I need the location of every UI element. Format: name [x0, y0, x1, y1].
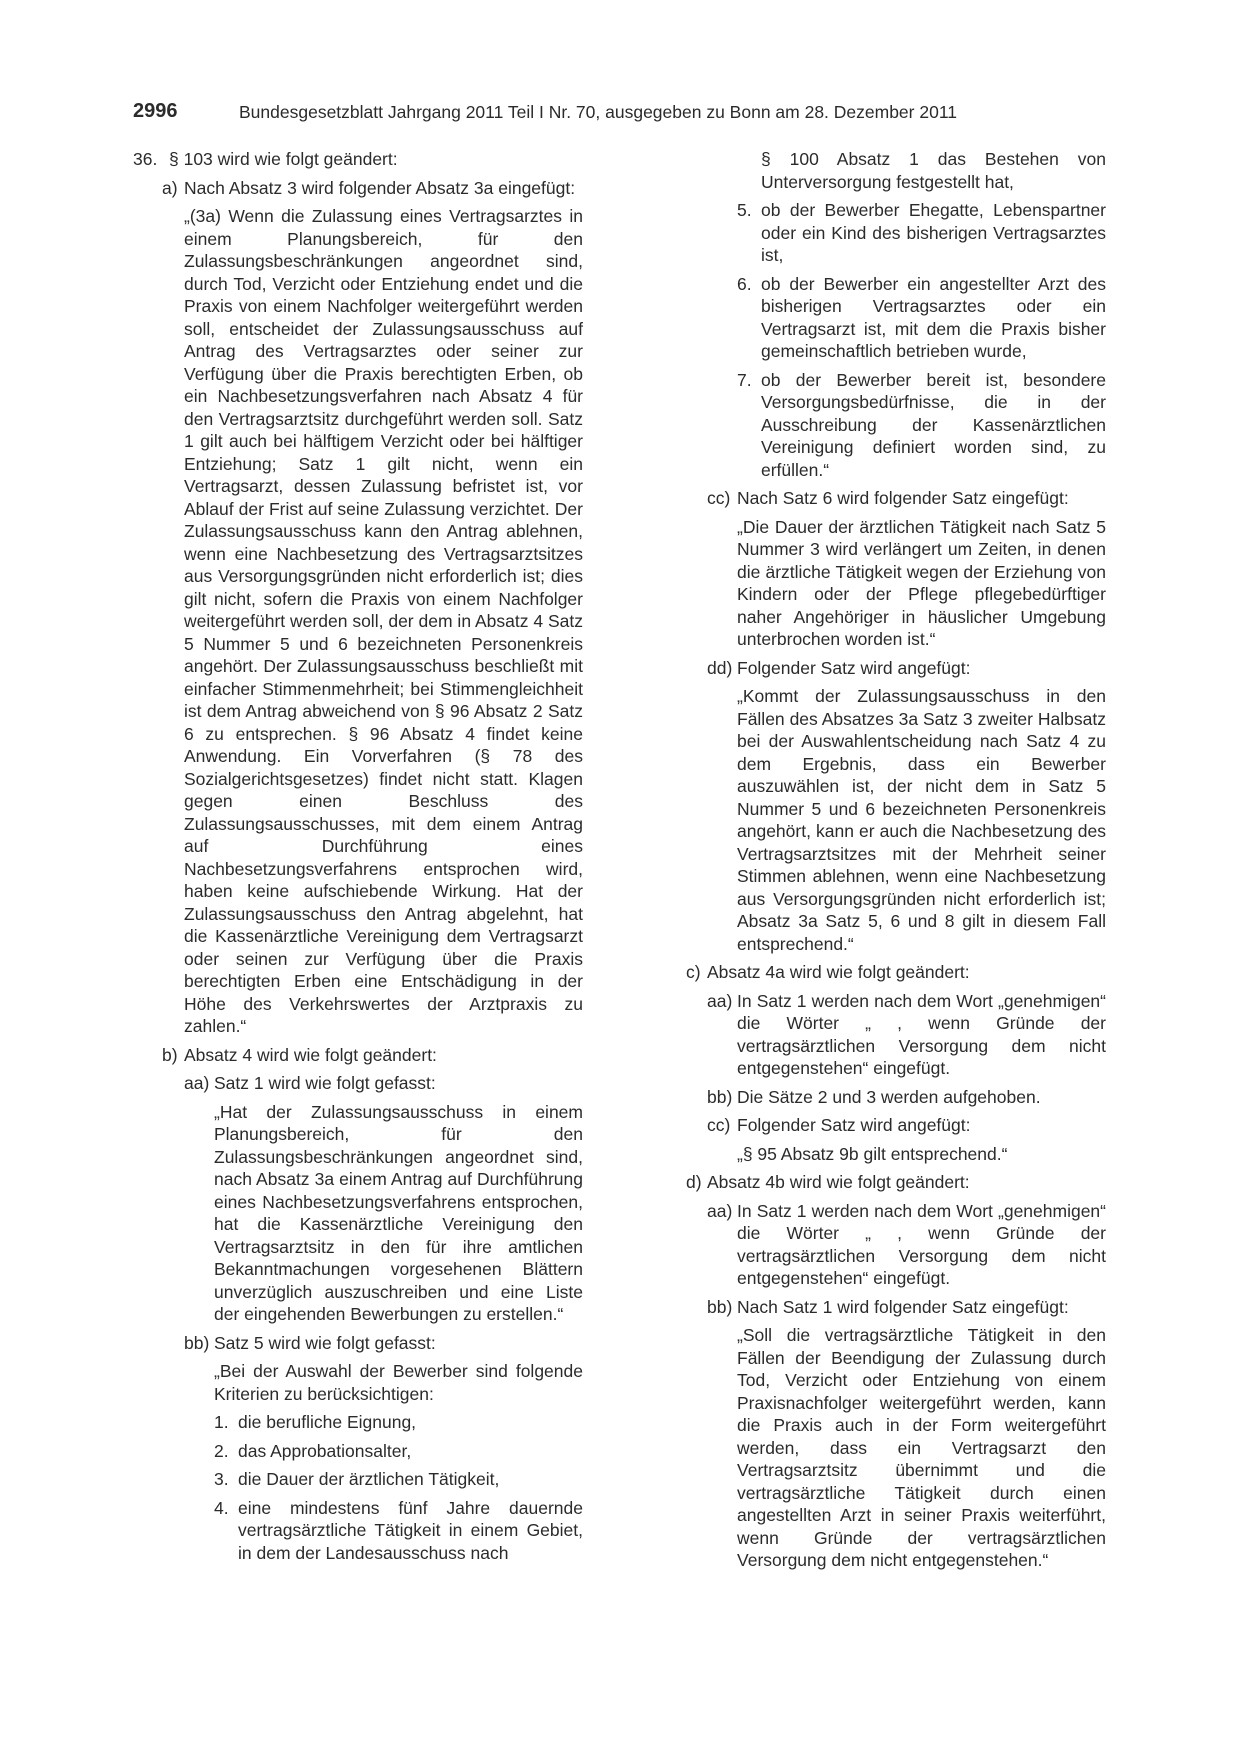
item-c-bb-label: bb): [707, 1086, 733, 1107]
item-c-aa: [707, 990, 1106, 1080]
item-b-aa: [184, 1072, 613, 1095]
criterion-6-text: ob der Bewerber ein angestellter Arzt des bisherigen Vertragsarztes oder ein Vertragsarzt ist, mit dem die Praxis bisher gemeinschaftlich betrieben wurde,: [761, 273, 1106, 361]
item-b-bb-label: bb): [184, 1332, 210, 1353]
item-d-bb-quote: „Soll die vertragsärztliche Tätigkeit in den Fällen der Beendigung der Zulassung durch Tod, Verzicht oder Entziehung von einem Praxisnachfolger weitergeführt werden, kann die Praxis auch in der Form weitergeführt werden, dass ein Vertragsarzt den Vertragsarztsitz übernimmt und die vertragsärztliche Tätigkeit durch einen angestellten Arzt in seiner Praxis weiterführt, wenn Gründe der vertragsärztlichen Versorgung dem nicht entgegenstehen.“: [737, 1325, 1106, 1570]
item-b-aa-quote: „Hat der Zulassungsausschuss in einem Planungsbereich, für den Zulassungsbeschränkungen angeordnet sind, nach Absatz 3a einem Antrag auf Durchführung eines Nachbesetzungsverfahrens entsprochen, hat die Kassenärztliche Vereinigung den Vertragsarztsitz in den für ihre amtlichen Bekanntmachungen vorgesehenen Blättern unverzüglich auszuschreiben und eine Liste der eingehenden Bewerbungen zu erstellen.“: [214, 1101, 583, 1324]
left-column: [133, 148, 613, 1570]
item-c: [686, 961, 1106, 984]
item-b-dd: [707, 657, 1106, 680]
criterion-3-label: 3.: [214, 1469, 229, 1489]
criterion-7-label: 7.: [737, 369, 752, 390]
item-b-bb-text: Satz 5 wird wie folgt gefasst:: [214, 1332, 436, 1353]
item-c-aa-text: In Satz 1 werden nach dem Wort „genehmigen“ die Wörter „ , wenn Gründe der vertragsärztlichen Versorgung dem nicht entgegenstehen“ eingefügt.: [737, 990, 1106, 1078]
item-c-cc-text: Folgender Satz wird angefügt:: [737, 1115, 971, 1135]
criterion-3-text: die Dauer der ärztlichen Tätigkeit,: [238, 1469, 500, 1489]
item-b: [162, 1044, 613, 1067]
item-b-bb: [184, 1332, 613, 1355]
item-c-aa-label: aa): [707, 990, 733, 1011]
item-d-bb-label: bb): [707, 1296, 733, 1317]
item-36-text: § 103 wird wie folgt geändert:: [169, 149, 398, 169]
criterion-4-text: eine mindestens fünf Jahre dauernde vertragsärztliche Tätigkeit in einem Gebiet, in dem der Landesausschuss nach: [238, 1497, 583, 1563]
item-c-bb-text: Die Sätze 2 und 3 werden aufgehoben.: [737, 1086, 1041, 1107]
item-d: [686, 1171, 1106, 1194]
criterion-2: [214, 1440, 583, 1463]
item-b-dd-label: dd): [707, 657, 733, 678]
running-head: Bundesgesetzblatt Jahrgang 2011 Teil I Nr. 70, ausgegeben zu Bonn am 28. Dezember 2011: [239, 102, 957, 122]
item-c-bb: [707, 1086, 1106, 1109]
item-d-text: Absatz 4b wird wie folgt geändert:: [707, 1172, 970, 1192]
item-b-cc-quote: „Die Dauer der ärztlichen Tätigkeit nach Satz 5 Nummer 3 wird verlängert um Zeiten, in denen die ärztliche Tätigkeit wegen der Erziehung von Kindern oder der Pflege pflegebedürftiger naher Angehöriger in häuslicher Umgebung unterbrochen worden ist.“: [737, 516, 1106, 649]
item-b-dd-quote: „Kommt der Zulassungsausschuss in den Fällen des Absatzes 3a Satz 3 zweiter Halbsatz bei der Auswahlentscheidung nach Satz 4 zu dem Ergebnis, dass ein Bewerber auszuwählen ist, der nicht dem in Satz 5 Nummer 5 und 6 bezeichneten Personenkreis angehört, kann er auch die Nachbesetzung des Vertragsarztsitzes mit der Mehrheit seiner Stimmen ablehnen, wenn eine Nachbesetzung aus Versorgungsgründen nicht erforderlich ist; Absatz 3a Satz 5, 6 und 8 gilt in diesem Fall entsprechend.“: [737, 686, 1106, 954]
item-b-text: Absatz 4 wird wie folgt geändert:: [184, 1044, 437, 1065]
criterion-4: [214, 1497, 583, 1565]
right-column: [686, 148, 1106, 1578]
page-number: 2996: [133, 100, 178, 122]
item-a-text: Nach Absatz 3 wird folgender Absatz 3a eingefügt:: [184, 177, 576, 198]
criterion-5: [737, 199, 1106, 267]
item-d-aa: [707, 1200, 1106, 1290]
item-36-label: 36.: [133, 149, 158, 169]
item-a-label: a): [162, 177, 178, 198]
item-d-aa-text: In Satz 1 werden nach dem Wort „genehmigen“ die Wörter „ , wenn Gründe der vertragsärztlichen Versorgung dem nicht entgegenstehen“ eingefügt.: [737, 1200, 1106, 1288]
item-d-bb-text: Nach Satz 1 wird folgender Satz eingefügt:: [737, 1296, 1069, 1317]
item-c-cc-quote: „§ 95 Absatz 9b gilt entsprechend.“: [737, 1143, 1008, 1164]
criterion-4-label: 4.: [214, 1497, 229, 1518]
item-b-cc-label: cc): [707, 488, 731, 508]
criterion-7: [737, 369, 1106, 482]
item-b-aa-label: aa): [184, 1073, 210, 1093]
criterion-1-label: 1.: [214, 1412, 229, 1432]
item-b-cc-text: Nach Satz 6 wird folgender Satz eingefügt:: [737, 488, 1069, 508]
criterion-3: [214, 1468, 583, 1491]
item-b-label: b): [162, 1044, 178, 1065]
item-a: [162, 177, 613, 200]
item-b-bb-quote: „Bei der Auswahl der Bewerber sind folgende Kriterien zu berücksichtigen:: [214, 1361, 583, 1404]
criterion-2-label: 2.: [214, 1440, 229, 1461]
criterion-1: [214, 1411, 583, 1434]
criterion-2-text: das Approbationsalter,: [238, 1440, 412, 1461]
item-c-text: Absatz 4a wird wie folgt geändert:: [707, 962, 970, 982]
criterion-5-label: 5.: [737, 200, 752, 220]
item-b-cc: [707, 487, 1106, 510]
criterion-4-continued: § 100 Absatz 1 das Bestehen von Unterversorgung festgestellt hat,: [761, 149, 1106, 192]
item-b-dd-text: Folgender Satz wird angefügt:: [737, 657, 971, 678]
item-d-bb: [707, 1296, 1106, 1319]
item-36: [133, 148, 613, 171]
criterion-6: [737, 273, 1106, 363]
item-d-aa-label: aa): [707, 1200, 733, 1221]
criterion-1-text: die berufliche Eignung,: [238, 1412, 417, 1432]
item-b-aa-text: Satz 1 wird wie folgt gefasst:: [214, 1073, 436, 1093]
item-a-quote: „(3a) Wenn die Zulassung eines Vertragsarztes in einem Planungsbereich, für den Zulassungsbeschränkungen angeordnet sind, durch Tod, Verzicht oder Entziehung endet und die Praxis von einem Nachfolger weitergeführt werden soll, entscheidet der Zulassungsausschuss auf Antrag des Vertragsarztes oder seiner zur Verfügung über die Praxis berechtigten Erben, ob ein Nachbesetzungsverfahren nach Absatz 4 für den Vertragsarztsitz durchgeführt werden soll. Satz 1 gilt auch bei hälftigem Verzicht oder bei hälftiger Entziehung; Satz 1 gilt nicht, wenn ein Vertragsarzt, dessen Zulassung befristet ist, vor Ablauf der Frist auf seine Zulassung verzichtet. Der Zulassungsausschuss kann den Antrag ablehnen, wenn eine Nachbesetzung des Vertragsarztsitzes aus Versorgungsgründen nicht erforderlich ist; dies gilt nicht, sofern die Praxis von einem Nachfolger weitergeführt werden soll, der dem in Absatz 4 Satz 5 Nummer 5 und 6 bezeichneten Personenkreis angehört. Der Zulassungsausschuss beschließt mit einfacher Stimmenmehrheit; bei Stimmengleichheit ist dem Antrag abweichend von § 96 Absatz 2 Satz 6 zu entsprechen. § 96 Absatz 4 findet keine Anwendung. Ein Vorverfahren (§ 78 des Sozialgerichtsgesetzes) findet nicht statt. Klagen gegen einen Beschluss des Zulassungsausschusses, mit dem einem Antrag auf Durchführung eines Nachbesetzungsverfahrens entsprochen wird, haben keine aufschiebende Wirkung. Hat der Zulassungsausschuss den Antrag abgelehnt, hat die Kassenärztliche Vereinigung dem Vertragsarzt oder seinen zur Verfügung über die Praxis berechtigten Erben eine Entschädigung in der Höhe des Verkehrswertes der Arztpraxis zu zahlen.“: [184, 206, 583, 1036]
item-d-label: d): [686, 1172, 702, 1192]
criterion-7-text: ob der Bewerber bereit ist, besondere Versorgungsbedürfnisse, die in der Ausschreibung der Kassenärztlichen Vereinigung definiert worden sind, zu erfüllen.“: [761, 369, 1106, 480]
item-c-label: c): [686, 962, 701, 982]
item-c-cc: [707, 1114, 1106, 1137]
item-c-cc-label: cc): [707, 1115, 731, 1135]
criterion-5-text: ob der Bewerber Ehegatte, Lebenspartner oder ein Kind des bisherigen Vertragsarztes ist,: [761, 200, 1106, 265]
criterion-6-label: 6.: [737, 273, 752, 294]
